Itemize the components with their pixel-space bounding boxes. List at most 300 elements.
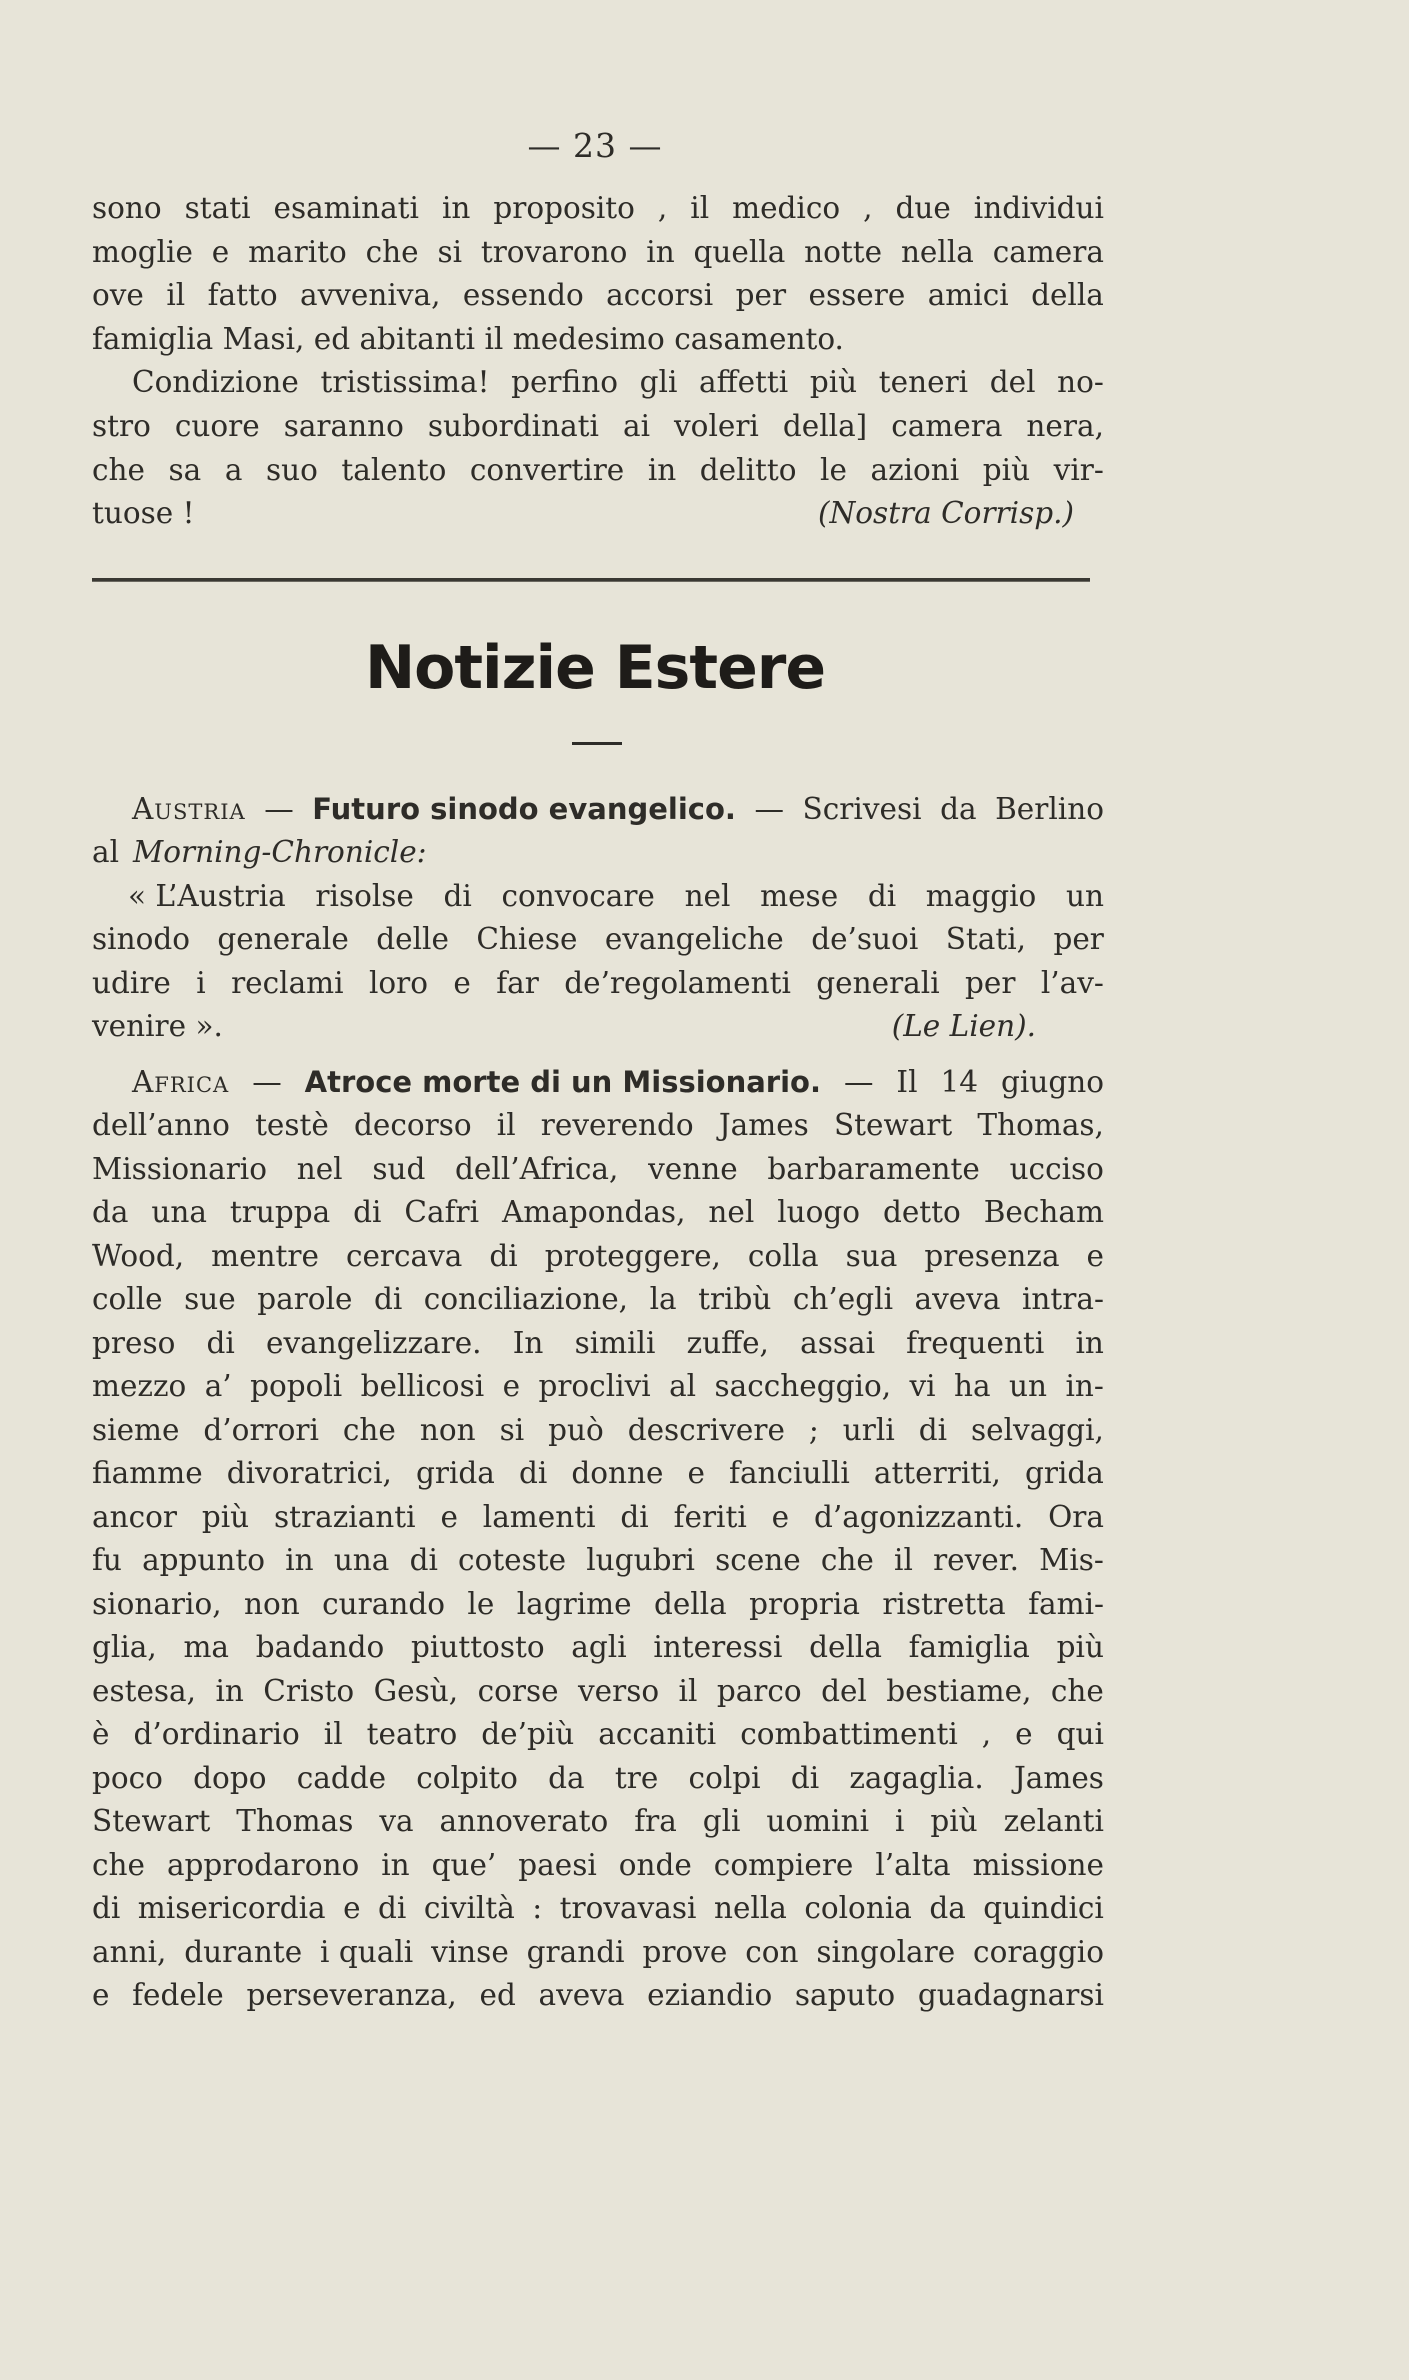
word: no- bbox=[1057, 365, 1104, 399]
word: descrivere bbox=[627, 1412, 785, 1447]
word: fanciulli bbox=[729, 1456, 850, 1490]
word: colla bbox=[747, 1238, 819, 1273]
word: che bbox=[820, 1543, 874, 1577]
paragraph-condizione bbox=[132, 361, 1104, 405]
word: essere bbox=[808, 278, 906, 312]
word: stro bbox=[92, 409, 151, 443]
word: famiglia Masi, ed abitanti il medesimo casamento. bbox=[92, 321, 844, 356]
word: da bbox=[92, 1195, 129, 1229]
word: prove bbox=[642, 1934, 728, 1969]
word: le bbox=[467, 1586, 495, 1621]
word: essendo bbox=[462, 278, 584, 312]
word: di bbox=[790, 1760, 820, 1795]
word: verso bbox=[577, 1673, 660, 1708]
word: notte bbox=[804, 234, 883, 269]
word: de’suoi bbox=[811, 922, 919, 956]
word: nel bbox=[684, 879, 731, 913]
word: aveva bbox=[538, 1978, 625, 2012]
word: detto bbox=[882, 1195, 961, 1229]
word: il bbox=[690, 191, 710, 225]
word: nella bbox=[900, 234, 974, 269]
word: non bbox=[419, 1412, 476, 1447]
section-divider bbox=[92, 578, 1090, 582]
word: barbaramente bbox=[767, 1151, 980, 1186]
dash: — bbox=[252, 1065, 282, 1099]
word: camera bbox=[891, 409, 1003, 443]
austria-headline-line bbox=[132, 788, 1104, 832]
word: non bbox=[244, 1586, 300, 1621]
word: vi bbox=[909, 1369, 936, 1403]
word: convocare bbox=[501, 879, 655, 913]
word: di bbox=[489, 1238, 518, 1273]
word: il bbox=[894, 1543, 913, 1577]
word: ha bbox=[954, 1369, 991, 1403]
word: Thomas bbox=[236, 1804, 354, 1838]
word: affetti bbox=[699, 365, 789, 399]
word: colpito bbox=[416, 1760, 518, 1795]
word: tre bbox=[614, 1760, 659, 1795]
word: Il bbox=[896, 1065, 918, 1099]
source-name: Morning-Chronicle: bbox=[133, 835, 427, 869]
word: decorso bbox=[353, 1108, 472, 1142]
country-africa: Africa bbox=[132, 1065, 230, 1099]
word: da bbox=[940, 792, 977, 826]
word: 14 bbox=[940, 1065, 979, 1099]
word: più bbox=[930, 1804, 978, 1838]
text-line bbox=[92, 1626, 1104, 1670]
word: curando bbox=[322, 1586, 446, 1621]
word: gli bbox=[639, 365, 678, 399]
word: , bbox=[863, 191, 873, 225]
word: più bbox=[982, 452, 1031, 487]
text-line bbox=[92, 1496, 1104, 1540]
word: Amapondas, bbox=[501, 1195, 686, 1229]
word: generale bbox=[217, 922, 349, 956]
paragraph-top bbox=[92, 187, 1104, 361]
word: Stewart bbox=[92, 1804, 211, 1838]
word: amici bbox=[927, 278, 1009, 312]
word: aveva bbox=[914, 1282, 1001, 1316]
word: sud bbox=[372, 1151, 426, 1186]
word: d’agonizzanti. bbox=[813, 1499, 1024, 1534]
text-line bbox=[92, 405, 1104, 449]
word: ; bbox=[808, 1412, 819, 1447]
word: scene bbox=[715, 1543, 801, 1577]
word: urli bbox=[842, 1412, 895, 1447]
word: e bbox=[502, 1369, 521, 1403]
word: accaniti bbox=[598, 1717, 717, 1751]
word: Cafri bbox=[404, 1195, 480, 1229]
word: poco bbox=[92, 1760, 163, 1795]
word: zagaglia. bbox=[849, 1760, 984, 1795]
word: saputo bbox=[794, 1978, 896, 2012]
word: in bbox=[285, 1543, 314, 1577]
word: fiamme bbox=[92, 1456, 203, 1490]
word: mentre bbox=[211, 1238, 319, 1273]
word: il bbox=[496, 1108, 516, 1142]
text-line bbox=[92, 1931, 1104, 1975]
word: i quali bbox=[320, 1934, 414, 1969]
word: Gesù, bbox=[373, 1673, 459, 1708]
word: in bbox=[215, 1673, 244, 1708]
text-line bbox=[92, 1005, 1104, 1049]
word: James bbox=[1013, 1760, 1104, 1795]
text-line bbox=[92, 1452, 1104, 1496]
word: dopo bbox=[193, 1760, 267, 1795]
word: appunto bbox=[142, 1543, 266, 1577]
word: fami- bbox=[1028, 1586, 1104, 1621]
closing-text: tuose ! bbox=[92, 496, 195, 530]
text-line bbox=[92, 1365, 1104, 1409]
text-line bbox=[92, 492, 1104, 536]
word: in bbox=[1075, 1325, 1104, 1360]
word: teneri bbox=[878, 365, 969, 399]
word: l’av- bbox=[1040, 965, 1104, 1000]
word: maggio bbox=[925, 879, 1037, 913]
word: sieme bbox=[92, 1412, 180, 1447]
text-line bbox=[92, 1974, 1104, 2018]
word: talento bbox=[341, 452, 447, 487]
word: approdarono bbox=[166, 1847, 360, 1882]
word: durante bbox=[184, 1934, 303, 1969]
word: sa bbox=[168, 452, 202, 487]
word: compiere bbox=[713, 1847, 854, 1882]
word: delle bbox=[376, 922, 449, 956]
word: , bbox=[981, 1717, 992, 1751]
word: e bbox=[687, 1456, 705, 1490]
word: loro bbox=[368, 965, 429, 1000]
austria-quote bbox=[128, 875, 1104, 919]
austria-quote-cont bbox=[92, 918, 1104, 1049]
word: perfino bbox=[511, 365, 618, 399]
word: Missionario bbox=[92, 1151, 267, 1186]
section-heading: Notizie Estere bbox=[364, 633, 826, 703]
word: da bbox=[929, 1891, 966, 1925]
word: corse bbox=[477, 1673, 559, 1708]
word: che bbox=[92, 1847, 145, 1882]
word: presenza bbox=[924, 1238, 1060, 1273]
word: bellicosi bbox=[360, 1369, 485, 1403]
word: è bbox=[92, 1717, 110, 1751]
word: colpi bbox=[688, 1760, 761, 1795]
signature: (Nostra Corrisp.) bbox=[817, 496, 1074, 530]
word: frequenti bbox=[906, 1325, 1045, 1360]
word: far bbox=[496, 965, 539, 1000]
word: In bbox=[512, 1325, 544, 1360]
word: Berlino bbox=[995, 792, 1104, 826]
word: ed bbox=[479, 1978, 516, 2012]
word: risolse bbox=[315, 879, 414, 913]
word: mese bbox=[760, 879, 839, 913]
word: coraggio bbox=[973, 1934, 1104, 1969]
text-line bbox=[92, 1757, 1104, 1801]
word: misericordia bbox=[137, 1891, 326, 1925]
text-line bbox=[92, 187, 1104, 231]
dash: — bbox=[843, 1065, 874, 1099]
word: vir- bbox=[1053, 452, 1104, 487]
word: divoratrici, bbox=[226, 1456, 392, 1490]
word: fra bbox=[634, 1804, 677, 1838]
word: Scrivesi bbox=[802, 792, 922, 826]
word: perseveranza, bbox=[246, 1978, 457, 2012]
word: tribù bbox=[698, 1282, 772, 1316]
word: azioni bbox=[870, 452, 960, 487]
word: sinodo bbox=[92, 922, 190, 956]
word: dell’anno bbox=[92, 1108, 230, 1142]
text-line bbox=[92, 1278, 1104, 1322]
word: di bbox=[867, 879, 897, 913]
word: stati bbox=[184, 191, 251, 225]
attribution: (Le Lien). bbox=[891, 1009, 1036, 1043]
word: famiglia bbox=[908, 1630, 1030, 1664]
word: ancor bbox=[92, 1499, 177, 1534]
word: ai bbox=[622, 409, 651, 443]
text-line bbox=[92, 318, 1104, 362]
word: qui bbox=[1056, 1717, 1104, 1751]
word: « L’Austria bbox=[128, 879, 286, 913]
word: combattimenti bbox=[740, 1717, 958, 1751]
word: rever. bbox=[933, 1543, 1019, 1577]
word: di bbox=[92, 1891, 121, 1925]
word: uomini bbox=[766, 1804, 870, 1838]
word: cadde bbox=[296, 1760, 387, 1795]
word: del bbox=[989, 365, 1036, 399]
austria-news-cont bbox=[92, 831, 1104, 875]
word: giugno bbox=[1001, 1065, 1104, 1099]
text-line bbox=[92, 1670, 1104, 1714]
word: di bbox=[918, 1412, 948, 1447]
word: estesa, bbox=[92, 1673, 197, 1708]
word: la bbox=[649, 1282, 677, 1316]
austria-news bbox=[132, 788, 1104, 832]
word: Stati, bbox=[945, 922, 1027, 956]
word: parole bbox=[257, 1282, 353, 1316]
africa-body bbox=[92, 1104, 1104, 2018]
word: civiltà bbox=[423, 1891, 515, 1925]
word: il bbox=[166, 278, 186, 312]
text-line bbox=[92, 1104, 1104, 1148]
word: della bbox=[809, 1630, 882, 1664]
word: James bbox=[718, 1108, 809, 1142]
word: ch’egli bbox=[792, 1282, 894, 1316]
word: Thomas, bbox=[977, 1108, 1104, 1142]
word: sue bbox=[184, 1282, 236, 1316]
dash: — bbox=[264, 792, 294, 826]
word: nera, bbox=[1026, 409, 1104, 443]
word: preso bbox=[92, 1325, 176, 1360]
word: quella bbox=[693, 234, 786, 269]
word: bestiame, bbox=[886, 1673, 1032, 1708]
word: al bbox=[92, 835, 120, 869]
word: accorsi bbox=[606, 278, 714, 312]
word: guadagnarsi bbox=[917, 1978, 1104, 2012]
word: due bbox=[895, 191, 951, 225]
word: le bbox=[820, 452, 847, 487]
word: luogo bbox=[777, 1195, 861, 1229]
text-line bbox=[92, 1844, 1104, 1888]
word: delitto bbox=[699, 452, 797, 487]
word: i bbox=[894, 1804, 905, 1838]
word: subordinati bbox=[427, 409, 599, 443]
word: tristissima! bbox=[320, 365, 490, 399]
word: Condizione bbox=[132, 365, 299, 399]
word: Chiese bbox=[476, 922, 578, 956]
word: dell’Africa, bbox=[455, 1151, 619, 1186]
text-line bbox=[132, 361, 1104, 405]
word: zelanti bbox=[1003, 1804, 1104, 1838]
word: nella bbox=[713, 1891, 787, 1925]
word: reclami bbox=[231, 965, 344, 1000]
word: un bbox=[1009, 1369, 1048, 1403]
word: va bbox=[379, 1804, 414, 1838]
word: Ora bbox=[1048, 1499, 1104, 1534]
word: si bbox=[499, 1412, 525, 1447]
word: intra- bbox=[1021, 1282, 1104, 1316]
word: di bbox=[353, 1195, 382, 1229]
word: moglie bbox=[92, 234, 193, 269]
word: Wood, bbox=[92, 1238, 185, 1273]
word: voleri bbox=[674, 409, 759, 443]
word: d’ordinario bbox=[133, 1717, 300, 1751]
word: paesi bbox=[518, 1847, 597, 1882]
word: piuttosto bbox=[411, 1630, 545, 1664]
word: interessi bbox=[653, 1630, 783, 1664]
word: vinse bbox=[431, 1934, 509, 1969]
word: nel bbox=[708, 1195, 755, 1229]
text-line bbox=[92, 962, 1104, 1006]
word: che bbox=[365, 234, 419, 269]
word: in bbox=[646, 234, 675, 269]
word: in- bbox=[1065, 1369, 1104, 1403]
word: a bbox=[224, 452, 243, 487]
word: udire bbox=[92, 965, 171, 1000]
text-line bbox=[92, 1148, 1104, 1192]
word: Becham bbox=[983, 1195, 1104, 1229]
word: reverendo bbox=[540, 1108, 694, 1142]
word: proteggere, bbox=[544, 1238, 721, 1273]
word: colonia bbox=[804, 1891, 912, 1925]
word: e bbox=[1015, 1717, 1033, 1751]
word: d’orrori bbox=[203, 1412, 319, 1447]
word: convertire bbox=[469, 452, 625, 487]
text-line bbox=[92, 1713, 1104, 1757]
word: annoverato bbox=[439, 1804, 609, 1838]
word: saccheggio, bbox=[714, 1369, 892, 1403]
word: cuore bbox=[174, 409, 260, 443]
word: avveniva, bbox=[300, 278, 441, 312]
word: marito bbox=[248, 234, 347, 269]
word: di bbox=[378, 1891, 407, 1925]
text-line bbox=[92, 1409, 1104, 1453]
word: una bbox=[151, 1195, 207, 1229]
word: una bbox=[333, 1543, 390, 1577]
word: trovarono bbox=[480, 234, 628, 269]
word: grida bbox=[415, 1456, 495, 1490]
word: proclivi bbox=[538, 1369, 651, 1403]
text-line bbox=[92, 1583, 1104, 1627]
word: e bbox=[440, 1499, 458, 1534]
word: missione bbox=[972, 1847, 1104, 1882]
text-line bbox=[92, 831, 1104, 875]
word: suo bbox=[265, 452, 318, 487]
word: di bbox=[443, 879, 472, 913]
word: di bbox=[409, 1543, 438, 1577]
word: più bbox=[1056, 1630, 1104, 1664]
word: evangeliche bbox=[604, 922, 784, 956]
word: sono bbox=[92, 191, 162, 225]
word: colle bbox=[92, 1282, 163, 1316]
text-line bbox=[128, 875, 1104, 919]
text-line bbox=[92, 449, 1104, 493]
word: zuffe, bbox=[686, 1325, 769, 1360]
word: anni, bbox=[92, 1934, 167, 1969]
word: medico bbox=[732, 191, 841, 225]
word: sua bbox=[845, 1238, 898, 1273]
word: assai bbox=[800, 1325, 875, 1360]
word: ucciso bbox=[1009, 1151, 1104, 1186]
word: atterriti, bbox=[873, 1456, 1001, 1490]
word: conciliazione, bbox=[423, 1282, 629, 1316]
paragraph-condizione-cont bbox=[92, 405, 1104, 536]
word: l’alta bbox=[875, 1847, 951, 1882]
word: in bbox=[441, 191, 471, 225]
word: proposito bbox=[493, 191, 635, 225]
word: che bbox=[92, 452, 145, 487]
word: sionario, bbox=[92, 1586, 222, 1621]
word: e bbox=[453, 965, 471, 1000]
closing-text: venire ». bbox=[92, 1009, 223, 1043]
word: mezzo bbox=[92, 1369, 187, 1403]
headline-austria: Futuro sinodo evangelico. bbox=[312, 792, 736, 826]
word: cercava bbox=[345, 1238, 463, 1273]
word: onde bbox=[618, 1847, 692, 1882]
word: può bbox=[548, 1412, 604, 1447]
word: del bbox=[821, 1673, 867, 1708]
word: e bbox=[92, 1978, 110, 2012]
text-line bbox=[92, 1539, 1104, 1583]
word: ma bbox=[183, 1630, 229, 1664]
text-line bbox=[92, 1887, 1104, 1931]
word: grida bbox=[1024, 1456, 1104, 1490]
word: de’più bbox=[481, 1717, 575, 1751]
word: e bbox=[343, 1891, 361, 1925]
word: di bbox=[620, 1499, 649, 1534]
word: fu bbox=[92, 1543, 122, 1577]
word: a’ bbox=[204, 1369, 232, 1403]
word: della bbox=[1031, 278, 1104, 312]
word: agli bbox=[571, 1630, 627, 1664]
word: e bbox=[771, 1499, 790, 1534]
word: feriti bbox=[673, 1499, 747, 1534]
word: della] bbox=[782, 409, 868, 443]
africa-headline-line bbox=[132, 1061, 1104, 1105]
word: per bbox=[735, 278, 787, 312]
word: per bbox=[965, 965, 1016, 1000]
word: individui bbox=[973, 191, 1104, 225]
dash: — bbox=[754, 792, 784, 826]
word: glia, bbox=[92, 1630, 157, 1664]
word: per bbox=[1053, 922, 1104, 956]
word: donne bbox=[571, 1456, 664, 1490]
word: il bbox=[678, 1673, 698, 1708]
word: di bbox=[206, 1325, 235, 1360]
word: truppa bbox=[229, 1195, 331, 1229]
word: ove bbox=[92, 278, 144, 312]
word: strazianti bbox=[274, 1499, 416, 1534]
page-number: — 23 — bbox=[527, 126, 663, 165]
text-line bbox=[92, 1191, 1104, 1235]
word: coteste bbox=[458, 1543, 567, 1577]
